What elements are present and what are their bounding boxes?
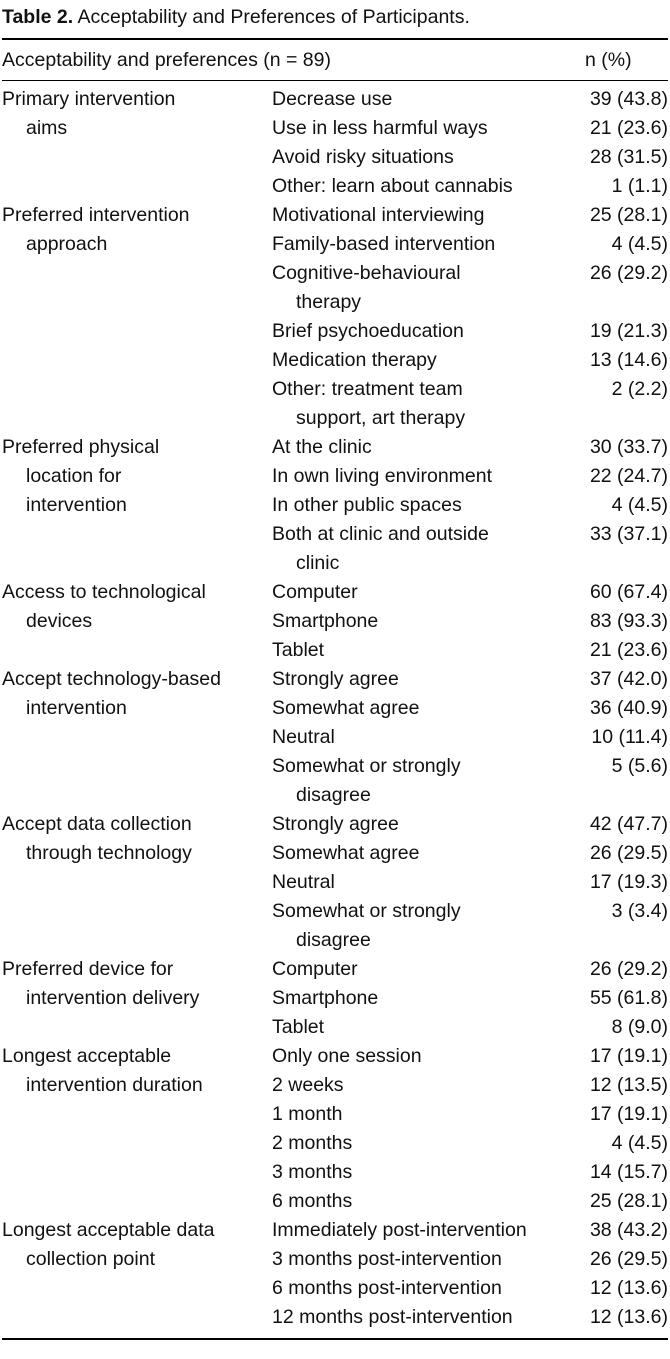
category-line: Accept technology-based: [2, 668, 221, 690]
response-cell: [272, 1216, 572, 1245]
response-text: Motivational interviewing: [272, 204, 485, 226]
category-line: Preferred device for: [2, 958, 174, 980]
value-cell: 26 (29.2): [589, 262, 668, 284]
table-group: [2, 955, 668, 1042]
value-cell: 30 (33.7): [589, 436, 668, 458]
value-cell: 25 (28.1): [589, 204, 668, 226]
table-row: [272, 172, 668, 201]
response-cell: [272, 317, 572, 346]
response-text: Strongly agree: [272, 668, 399, 690]
table-group: [2, 201, 668, 433]
response-cell: [272, 955, 572, 984]
response-text: Family-based intervention: [272, 233, 496, 255]
response-text: Smartphone: [272, 610, 379, 632]
response-cell: [272, 1042, 572, 1071]
response-cell: [272, 694, 572, 723]
response-text: Computer: [272, 958, 358, 980]
table-row: [272, 433, 668, 462]
value-cell: 22 (24.7): [589, 465, 668, 487]
response-text: therapy: [296, 291, 362, 313]
table-header: [2, 40, 668, 80]
value-cell: 39 (43.8): [589, 88, 668, 110]
table-row: [272, 1100, 668, 1129]
value-cell: 4 (4.5): [611, 494, 668, 516]
response-cell: [272, 868, 572, 897]
response-text: 6 months: [272, 1190, 353, 1212]
value-cell: 42 (47.7): [589, 813, 668, 835]
category-line: aims: [26, 117, 68, 139]
value-cell: 55 (61.8): [589, 987, 668, 1009]
value-cell: 12 (13.5): [589, 1074, 668, 1096]
table-row: [272, 114, 668, 143]
value-cell: 37 (42.0): [589, 668, 668, 690]
response-cell: [272, 752, 572, 810]
table-row: [272, 1042, 668, 1071]
value-cell: 21 (23.6): [589, 639, 668, 661]
value-cell: 21 (23.6): [589, 117, 668, 139]
category-line: collection point: [26, 1248, 155, 1270]
category-line: through technology: [26, 842, 192, 864]
value-cell: 4 (4.5): [611, 1132, 668, 1154]
response-cell: [272, 578, 572, 607]
category-line: Longest acceptable: [2, 1045, 172, 1067]
value-cell: 19 (21.3): [589, 320, 668, 342]
table-row: [272, 955, 668, 984]
category-line: intervention delivery: [26, 987, 200, 1009]
category-line: devices: [26, 610, 93, 632]
response-text: Computer: [272, 581, 358, 603]
category-label: [2, 665, 272, 810]
table-row: [272, 665, 668, 694]
value-cell: 26 (29.5): [589, 842, 668, 864]
table-group: [2, 1216, 668, 1332]
response-cell: [272, 665, 572, 694]
value-cell: 1 (1.1): [611, 175, 668, 197]
response-text: Immediately post-intervention: [272, 1219, 527, 1241]
response-text: Brief psychoeducation: [272, 320, 464, 342]
value-cell: 2 (2.2): [611, 378, 668, 400]
value-cell: 17 (19.1): [589, 1045, 668, 1067]
table-row: [272, 694, 668, 723]
response-text: 3 months: [272, 1161, 353, 1183]
response-cell: [272, 810, 572, 839]
response-text: Cognitive-behavioural: [272, 262, 461, 284]
category-line: Preferred physical: [2, 436, 160, 458]
response-cell: [272, 114, 572, 143]
bottom-rule: [2, 1338, 668, 1340]
response-text: disagree: [296, 929, 371, 951]
category-label: [2, 201, 272, 433]
table-row: [272, 1158, 668, 1187]
table-row: [272, 1071, 668, 1100]
value-cell: 17 (19.3): [589, 871, 668, 893]
value-cell: 26 (29.5): [589, 1248, 668, 1270]
response-text: 12 months post-intervention: [272, 1306, 513, 1328]
response-cell: [272, 1158, 572, 1187]
table-group: [2, 1042, 668, 1216]
response-cell: [272, 1245, 572, 1274]
response-text: Somewhat agree: [272, 697, 420, 719]
response-text: 2 months: [272, 1132, 353, 1154]
response-text: Somewhat agree: [272, 842, 420, 864]
response-cell: [272, 607, 572, 636]
response-cell: [272, 1187, 572, 1216]
value-cell: 12 (13.6): [589, 1277, 668, 1299]
response-cell: [272, 636, 572, 665]
value-cell: 25 (28.1): [589, 1190, 668, 1212]
response-text: support, art therapy: [296, 407, 466, 429]
response-cell: [272, 1100, 572, 1129]
response-cell: [272, 230, 572, 259]
category-line: Primary intervention: [2, 88, 176, 110]
response-text: Somewhat or strongly: [272, 900, 461, 922]
response-text: Only one session: [272, 1045, 422, 1067]
response-text: Medication therapy: [272, 349, 437, 371]
response-text: Both at clinic and outside: [272, 523, 489, 545]
response-cell: [272, 897, 572, 955]
value-cell: 14 (15.7): [589, 1161, 668, 1183]
value-cell: 13 (14.6): [589, 349, 668, 371]
response-text: Smartphone: [272, 987, 379, 1009]
table-row: [272, 752, 668, 810]
table-row: [272, 375, 668, 433]
response-text: Other: treatment team: [272, 378, 463, 400]
response-text: At the clinic: [272, 436, 372, 458]
response-text: Tablet: [272, 639, 325, 661]
table-row: [272, 85, 668, 114]
value-cell: 5 (5.6): [611, 755, 668, 777]
table-group: [2, 85, 668, 201]
category-line: Access to technological: [2, 581, 206, 603]
response-cell: [272, 520, 572, 578]
response-cell: [272, 1071, 572, 1100]
table-row: [272, 1303, 668, 1332]
table-group: [2, 810, 668, 955]
value-cell: 17 (19.1): [589, 1103, 668, 1125]
response-text: 2 weeks: [272, 1074, 344, 1096]
response-text: Decrease use: [272, 88, 393, 110]
table-row: [272, 201, 668, 230]
table-row: [272, 839, 668, 868]
table-row: [272, 1013, 668, 1042]
response-text: 1 month: [272, 1103, 343, 1125]
response-cell: [272, 984, 572, 1013]
table-row: [272, 491, 668, 520]
response-cell: [272, 346, 572, 375]
category-label: [2, 85, 272, 201]
table-row: [272, 1274, 668, 1303]
category-label: [2, 433, 272, 578]
response-cell: [272, 839, 572, 868]
table-row: [272, 636, 668, 665]
table-row: [272, 984, 668, 1013]
response-text: disagree: [296, 784, 371, 806]
header-label: Acceptability and preferences (n = 89): [2, 48, 331, 71]
response-text: In own living environment: [272, 465, 493, 487]
table-row: [272, 578, 668, 607]
table-label: Table 2.: [2, 6, 74, 28]
response-text: Other: learn about cannabis: [272, 175, 513, 197]
response-cell: [272, 433, 572, 462]
value-cell: 28 (31.5): [589, 146, 668, 168]
response-text: 6 months post-intervention: [272, 1277, 502, 1299]
value-cell: 60 (67.4): [589, 581, 668, 603]
table-row: [272, 607, 668, 636]
response-cell: [272, 143, 572, 172]
table-group: [2, 578, 668, 665]
table-row: [272, 520, 668, 578]
category-line: intervention duration: [26, 1074, 203, 1096]
response-cell: [272, 723, 572, 752]
response-text: Somewhat or strongly: [272, 755, 461, 777]
response-text: Strongly agree: [272, 813, 399, 835]
header-value: n (%): [585, 48, 632, 71]
response-text: clinic: [296, 552, 340, 574]
value-cell: 4 (4.5): [611, 233, 668, 255]
table-row: [272, 259, 668, 317]
table-row: [272, 462, 668, 491]
response-text: In other public spaces: [272, 494, 462, 516]
table-row: [272, 1245, 668, 1274]
value-cell: 36 (40.9): [589, 697, 668, 719]
value-cell: 10 (11.4): [591, 726, 668, 748]
table-row: [272, 723, 668, 752]
table-row: [272, 868, 668, 897]
response-cell: [272, 259, 572, 317]
table-row: [272, 317, 668, 346]
response-text: Tablet: [272, 1016, 325, 1038]
table-group: [2, 665, 668, 810]
response-cell: [272, 1129, 572, 1158]
value-cell: 26 (29.2): [589, 958, 668, 980]
value-cell: 3 (3.4): [611, 900, 668, 922]
value-cell: 33 (37.1): [589, 523, 668, 545]
response-text: Neutral: [272, 726, 335, 748]
category-line: Preferred intervention: [2, 204, 190, 226]
category-line: Longest acceptable data: [2, 1219, 215, 1241]
category-line: location for: [26, 465, 122, 487]
table-row: [272, 1216, 668, 1245]
table-row: [272, 897, 668, 955]
category-label: [2, 955, 272, 1042]
response-text: Neutral: [272, 871, 335, 893]
category-line: intervention: [26, 697, 127, 719]
response-cell: [272, 172, 572, 201]
category-label: [2, 578, 272, 665]
category-label: [2, 1042, 272, 1216]
response-cell: [272, 1013, 572, 1042]
table-row: [272, 230, 668, 259]
category-line: intervention: [26, 494, 127, 516]
response-cell: [272, 462, 572, 491]
table-caption: [2, 4, 668, 30]
response-cell: [272, 375, 572, 433]
value-cell: 12 (13.6): [589, 1306, 668, 1328]
table-row: [272, 810, 668, 839]
category-line: Accept data collection: [2, 813, 192, 835]
table-title: Acceptability and Preferences of Participants.: [77, 6, 470, 28]
response-cell: [272, 1274, 572, 1303]
table-body: [2, 81, 668, 1338]
table-row: [272, 1187, 668, 1216]
table-row: [272, 346, 668, 375]
table-row: [272, 1129, 668, 1158]
response-cell: [272, 1303, 572, 1332]
response-cell: [272, 201, 572, 230]
response-cell: [272, 85, 572, 114]
category-line: approach: [26, 233, 108, 255]
table-group: [2, 433, 668, 578]
table-row: [272, 143, 668, 172]
response-text: 3 months post-intervention: [272, 1248, 502, 1270]
value-cell: 38 (43.2): [589, 1219, 668, 1241]
response-text: Avoid risky situations: [272, 146, 454, 168]
value-cell: 83 (93.3): [589, 610, 668, 632]
value-cell: 8 (9.0): [611, 1016, 668, 1038]
category-label: [2, 810, 272, 955]
response-cell: [272, 491, 572, 520]
category-label: [2, 1216, 272, 1332]
response-text: Use in less harmful ways: [272, 117, 488, 139]
